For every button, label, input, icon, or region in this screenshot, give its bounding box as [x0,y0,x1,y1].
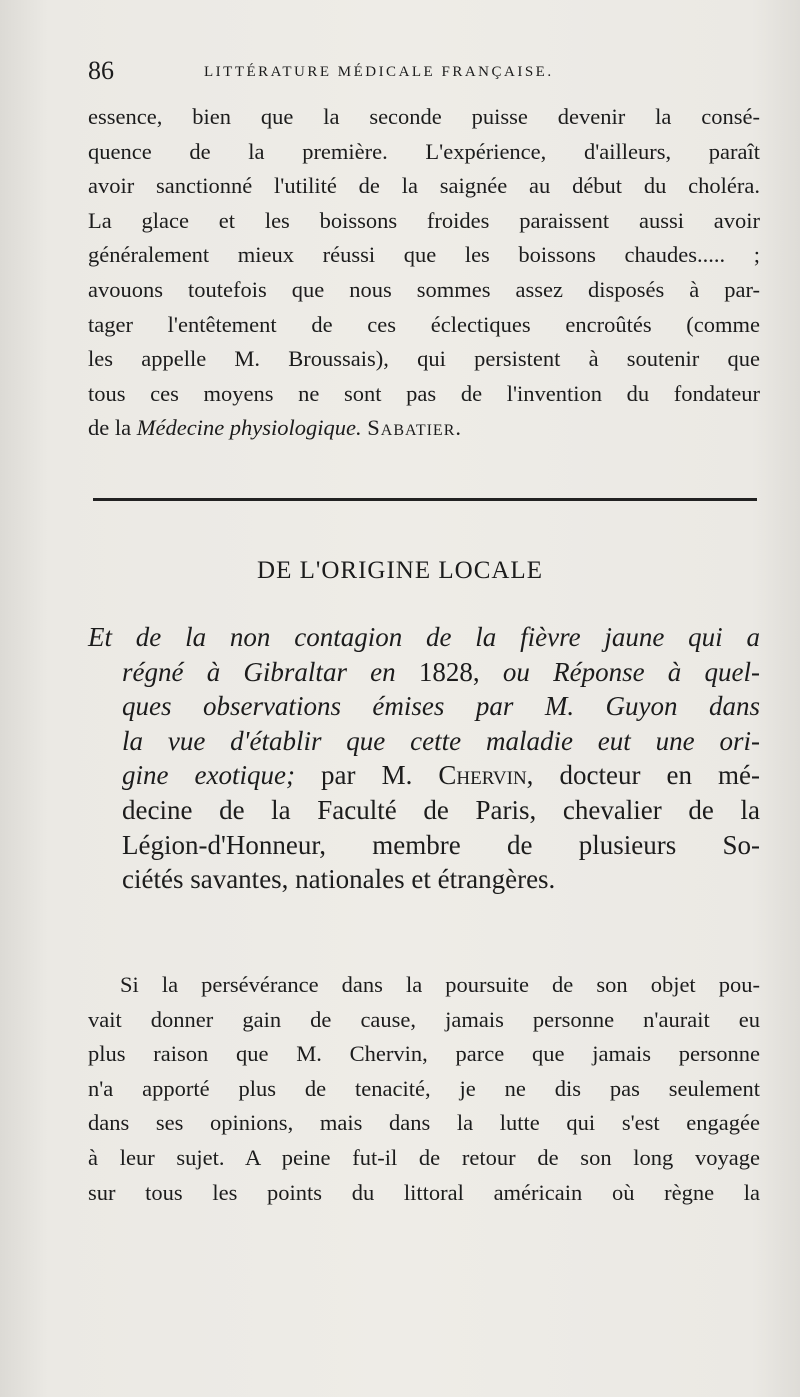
text-line: plus raison que M. Chervin, parce que jamais personne [88,1041,760,1067]
signature-line [88,411,760,446]
subtitle-italic: Et de la non contagion de la fièvre jaune qui a [88,622,760,652]
subtitle-roman: par M. [295,760,439,791]
text-line: tager l'entêtement de ces éclectiques encroûtés (comme [88,311,760,337]
subtitle-line [88,862,760,897]
text-line: quence de la première. L'expérience, d'ailleurs, paraît [88,138,760,164]
page-header [88,56,760,96]
section-divider [93,498,757,501]
subtitle-italic: régné à Gibraltar en [122,656,419,687]
subtitle-roman: , docteur en mé- [526,760,761,791]
last-line-prefix: de la [88,415,137,441]
text-line: avouons toutefois que nous sommes assez disposés à par- [88,276,760,302]
subtitle-line [88,758,760,793]
subtitle-italic: la vue d'établir que cette maladie eut une ori- [122,725,760,756]
subtitle-line [88,655,760,690]
text-line: La glace et les boissons froides paraissent aussi avoir [88,207,760,233]
text-line: dans ses opinions, mais dans la lutte qui s'est engagée [88,1110,760,1136]
subtitle-line [88,689,760,724]
running-head: LITTÉRATURE MÉDICALE FRANÇAISE. [204,64,554,80]
subtitle-line [88,724,760,759]
text-line: sur tous les points du littoral américain où règne la [88,1179,760,1205]
subtitle-line [88,828,760,863]
section-title: DE L'ORIGINE LOCALE [257,557,543,584]
subtitle-roman: ciétés savantes, nationales et étrangères. [122,864,556,895]
text-line: vait donner gain de cause, jamais personne n'aurait eu [88,1006,760,1032]
text-line: les appelle M. Broussais), qui persistent à soutenir que [88,346,760,372]
subtitle-roman: 1828, [418,656,503,687]
text-line: avoir sanctionné l'utilité de la saignée au début du choléra. [88,173,760,199]
subtitle-italic: ques observations émises par M. Guyon dans [122,691,760,722]
subtitle-italic: ou Réponse à quel- [502,656,760,687]
review-paragraph [88,968,760,1210]
subtitle-roman: decine de la Faculté de Paris, chevalier de la [122,794,760,825]
text-line: n'a apporté plus de tenacité, je ne dis pas seulement [88,1075,760,1101]
text-line: Si la persévérance dans la poursuite de son objet pou- [120,972,760,997]
paragraph-continuation [88,100,760,446]
page-number: 86 [88,56,114,85]
text-line: généralement mieux réussi que les boissons chaudes..... ; [88,242,760,268]
last-line-italic: Médecine physiologique. [136,415,362,441]
author-name: Chervin [438,760,527,791]
text-line: à leur sujet. A peine fut-il de retour de son long voyage [88,1144,760,1170]
subtitle-italic: gine exotique; [122,760,295,791]
last-line-text [88,415,362,440]
text-line: tous ces moyens ne sont pas de l'invention du fondateur [88,380,760,406]
section-subtitle [88,620,760,897]
subtitle-roman: Légion-d'Honneur, membre de plusieurs So- [122,829,760,860]
text-line: essence, bien que la seconde puisse devenir la consé- [88,104,760,129]
subtitle-line [88,620,760,655]
author-signature: Sabatier. [367,415,462,441]
subtitle-line [88,793,760,828]
